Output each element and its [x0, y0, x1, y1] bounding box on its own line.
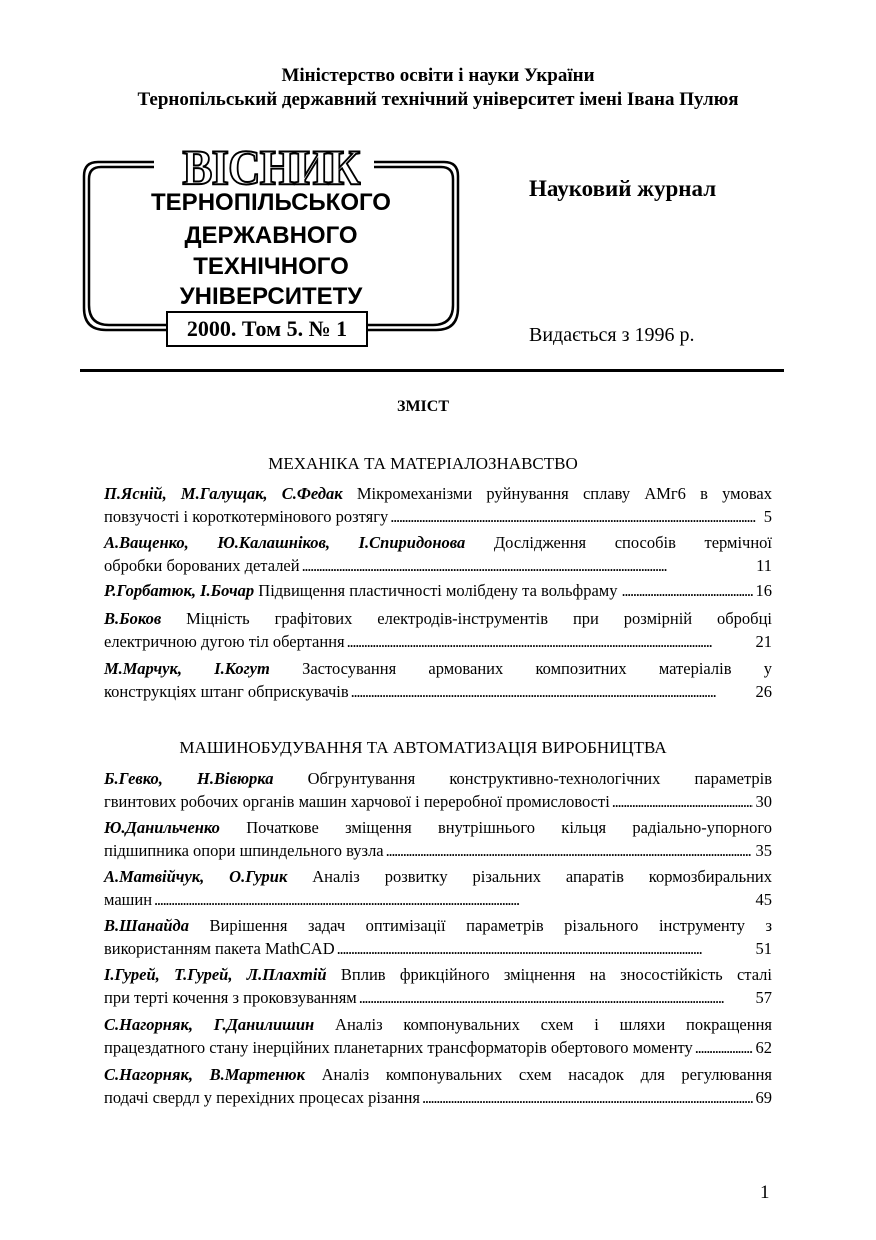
header-divider: [80, 369, 784, 372]
entry-title: Вплив фрикційного зміцнення на зносостійкість сталі: [340, 965, 773, 984]
section-title: МАШИНОБУДУВАННЯ ТА АВТОМАТИЗАЦІЯ ВИРОБНИЦТВА: [179, 738, 667, 757]
entry-page: 69: [755, 1088, 772, 1107]
journal-type: Науковий журнал: [529, 176, 717, 201]
entry-title: Аналіз розвитку різальних апаратів кормозбиральних: [312, 867, 773, 886]
leader-dots: [302, 554, 754, 577]
toc-entry[interactable]: [104, 963, 772, 1009]
entry-title-cont: конструкціях штанг обприскувачів: [104, 682, 349, 701]
leader-dots: [390, 505, 760, 528]
ministry-name: Міністерство освіти і науки України: [281, 65, 595, 86]
entry-title-cont: при терті кочення з проковзуванням: [104, 988, 357, 1007]
entry-title-cont: електричною дугою тіл обертання: [104, 632, 345, 651]
entry-page: 11: [756, 556, 772, 575]
entry-page: 62: [755, 1038, 772, 1057]
journal-logo: [80, 140, 462, 352]
entry-title-cont: використанням пакета MathCAD: [104, 939, 335, 958]
logo-line-3: ТЕХНІЧНОГО: [193, 253, 349, 280]
toc-entry[interactable]: [104, 607, 772, 653]
entry-page: 16: [755, 581, 772, 600]
entry-title: Міцність графітових електродів-інструментів при розмірній обробці: [186, 609, 772, 628]
entry-authors: В.Боков: [104, 609, 162, 628]
leader-dots: [422, 1086, 753, 1109]
entry-title: Дослідження способів термічної: [493, 533, 773, 552]
entry-title-cont: повзучості і короткотермінового розтягу: [104, 507, 389, 526]
toc-entry[interactable]: [104, 482, 772, 528]
toc-entry[interactable]: [104, 657, 772, 703]
entry-authors: П.Ясній, М.Галущак, С.Федак: [104, 484, 343, 503]
leader-dots: [386, 839, 753, 862]
entry-page: 5: [763, 507, 772, 526]
leader-dots: [612, 790, 753, 813]
toc-entry[interactable]: [104, 865, 772, 911]
page-number: 1: [760, 1182, 770, 1203]
entry-authors: М.Марчук, І.Когут: [104, 659, 270, 678]
published-since: Видається з 1996 р.: [529, 324, 695, 346]
leader-dots: [359, 986, 753, 1009]
entry-authors: А.Ващенко, Ю.Калашніков, І.Спиридонова: [104, 533, 466, 552]
entry-authors: Р.Горбатюк, І.Бочар: [104, 581, 255, 600]
logo-title: ВІСНИК: [182, 139, 360, 195]
toc-entry[interactable]: [104, 579, 772, 602]
entry-authors: А.Матвійчук, О.Гурик: [104, 867, 288, 886]
toc-entry[interactable]: [104, 1063, 772, 1109]
entry-title: Застосування армованих композитних матеріалів у: [302, 659, 772, 678]
entry-title-cont: гвинтових робочих органів машин харчової і переробної промисловості: [104, 792, 610, 811]
leader-dots: [351, 680, 753, 703]
entry-title: Вирішення задач оптимізації параметрів різального інструменту з: [209, 916, 773, 935]
entry-authors: Ю.Данильченко: [104, 818, 220, 837]
toc-entry[interactable]: [104, 914, 772, 960]
toc-heading: ЗМІСТ: [397, 398, 449, 415]
leader-dots: [695, 1036, 753, 1059]
entry-title: Початкове зміщення внутрішнього кільця радіально-упорного: [246, 818, 772, 837]
entry-page: 51: [755, 939, 772, 958]
leader-dots: [347, 630, 753, 653]
leader-dots: [621, 579, 752, 602]
entry-title-cont: підшипника опори шпиндельного вузла: [104, 841, 384, 860]
entry-authors: С.Нагорняк, Г.Данилишин: [104, 1015, 315, 1034]
entry-title: Мікромеханізми руйнування сплаву АМг6 в умовах: [356, 484, 773, 503]
toc-entry[interactable]: [104, 767, 772, 813]
entry-page: 30: [755, 792, 772, 811]
entry-title-cont: машин: [104, 890, 153, 909]
entry-title-cont: обробки борованих деталей: [104, 556, 300, 575]
entry-title-cont: працездатного стану інерційних планетарних трансформаторів обертового моменту: [104, 1038, 693, 1057]
entry-title-cont: подачі свердл у перехідних процесах різання: [104, 1088, 420, 1107]
entry-authors: В.Шанайда: [104, 916, 189, 935]
logo-line-2: ДЕРЖАВНОГО: [184, 222, 358, 249]
issue-label: 2000. Том 5. № 1: [166, 311, 368, 347]
toc-entry[interactable]: [104, 816, 772, 862]
logo-line-4: УНІВЕРСИТЕТУ: [179, 283, 363, 310]
entry-page: 45: [755, 890, 772, 909]
entry-authors: С.Нагорняк, В.Мартенюк: [104, 1065, 305, 1084]
leader-dots: [337, 937, 753, 960]
entry-page: 26: [755, 682, 772, 701]
entry-authors: Б.Гевко, Н.Вівюрка: [104, 769, 274, 788]
toc-entry[interactable]: [104, 531, 772, 577]
leader-dots: [154, 888, 752, 911]
entry-authors: І.Гурей, Т.Гурей, Л.Плахтій: [104, 965, 327, 984]
entry-title: Аналіз компонувальних схем насадок для регулювання: [321, 1065, 773, 1084]
toc-entry[interactable]: [104, 1013, 772, 1059]
entry-page: 21: [755, 632, 772, 651]
university-name: Тернопільський державний технічний університет імені Івана Пулюя: [137, 89, 739, 110]
entry-title: Обгрунтування конструктивно-технологічних параметрів: [307, 769, 772, 788]
logo-line-1: ТЕРНОПІЛЬСЬКОГО: [151, 189, 391, 216]
entry-title: Аналіз компонувальних схем і шляхи покращення: [335, 1015, 773, 1034]
entry-page: 35: [755, 841, 772, 860]
entry-title: Підвищення пластичності молібдену та вольфраму: [258, 581, 618, 600]
entry-page: 57: [755, 988, 772, 1007]
section-title: МЕХАНІКА ТА МАТЕРІАЛОЗНАВСТВО: [268, 454, 578, 473]
